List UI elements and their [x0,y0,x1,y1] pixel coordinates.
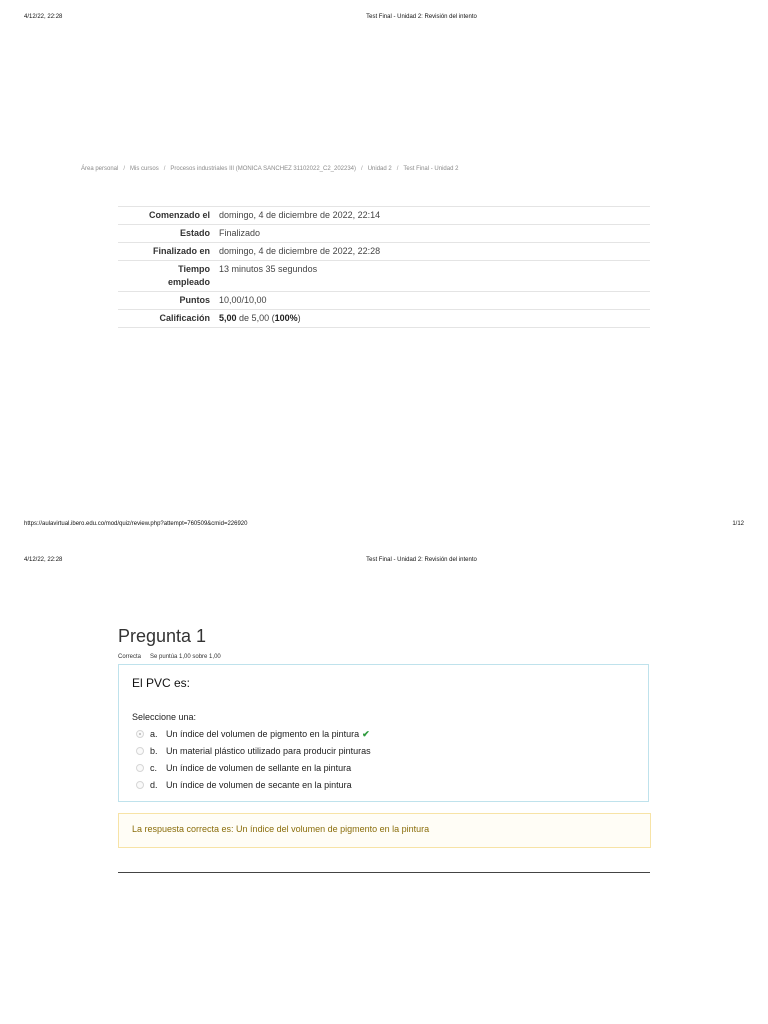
summary-value: domingo, 4 de diciembre de 2022, 22:28 [215,243,650,261]
question-box [118,664,649,802]
divider [118,872,650,873]
print-title: Test Final - Unidad 2: Revisión del intento [366,557,477,563]
radio-icon[interactable] [136,781,144,789]
summary-label: Estado [118,225,215,243]
breadcrumb-item-course[interactable]: Procesos industriales III (MONICA SANCHEZ 31102022_C2_202234) [170,166,357,172]
summary-value [215,310,650,328]
breadcrumb-item-unit[interactable]: Unidad 2 [367,166,392,172]
print-header [0,557,768,569]
radio-checked-icon[interactable] [136,730,144,738]
option-letter: d. [150,780,158,790]
option-text: Un índice de volumen de secante en la pintura [166,780,352,790]
summary-label-part: Tiempo [178,264,210,274]
summary-row-points [118,292,650,310]
summary-value: domingo, 4 de diciembre de 2022, 22:14 [215,207,650,225]
grade-of: de 5,00 ( [239,313,275,323]
question-meta [118,654,221,660]
grade-score: 5,00 [219,313,237,323]
check-icon: ✔ [362,729,370,739]
option-d[interactable] [136,780,352,790]
print-date: 4/12/22, 22:28 [24,557,63,563]
breadcrumb-separator: / [396,166,399,172]
summary-value: 13 minutos 35 segundos [215,261,650,292]
option-letter: a. [150,729,158,739]
question-title: Pregunta 1 [118,626,207,646]
summary-value: Finalizado [215,225,650,243]
radio-icon[interactable] [136,747,144,755]
breadcrumb-item-test[interactable]: Test Final - Unidad 2 [403,166,459,172]
grade-close: ) [297,313,301,323]
summary-row-grade [118,310,650,328]
option-letter: b. [150,746,158,756]
radio-icon[interactable] [136,764,144,772]
breadcrumb-separator: / [163,166,166,172]
summary-label: Finalizado en [118,243,215,261]
question-status: Correcta [118,654,142,660]
print-url: https://aulavirtual.ibero.edu.co/mod/quiz/review.php?attempt=760509&cmid=226920 [24,521,248,527]
print-page-number: 1/12 [732,521,744,527]
option-c[interactable] [136,763,351,773]
grade-percent: 100% [274,313,298,323]
breadcrumb-item-area-personal[interactable]: Área personal [81,166,119,172]
question-text: El PVC es: [132,676,191,690]
option-text: Un índice del volumen de pigmento en la pintura [166,729,360,739]
print-header [0,14,768,26]
print-date: 4/12/22, 22:28 [24,14,63,20]
feedback-text: La respuesta correcta es: Un índice del volumen de pigmento en la pintura [132,824,430,834]
summary-label: Comenzado el [118,207,215,225]
question-score: Se puntúa 1,00 sobre 1,00 [150,654,221,660]
option-a[interactable] [136,729,370,740]
summary-label-part: empleado [167,277,210,287]
summary-label: Calificación [118,310,215,328]
attempt-summary-table [118,206,650,328]
summary-label [118,261,215,292]
breadcrumb-separator: / [123,166,126,172]
question-prompt: Seleccione una: [132,712,197,722]
summary-row-state [118,225,650,243]
summary-row-started [118,207,650,225]
summary-row-finished [118,243,650,261]
summary-value: 10,00/10,00 [215,292,650,310]
option-text: Un material plástico utilizado para producir pinturas [166,746,371,756]
option-b[interactable] [136,746,371,756]
breadcrumb-separator: / [361,166,363,172]
print-title: Test Final - Unidad 2: Revisión del intento [366,14,477,20]
summary-label: Puntos [118,292,215,310]
feedback-box [118,813,651,848]
breadcrumb-item-mis-cursos[interactable]: Mis cursos [130,166,159,172]
option-text: Un índice de volumen de sellante en la pintura [166,763,352,773]
option-letter: c. [150,763,158,773]
summary-row-time [118,261,650,292]
breadcrumb [81,166,458,172]
